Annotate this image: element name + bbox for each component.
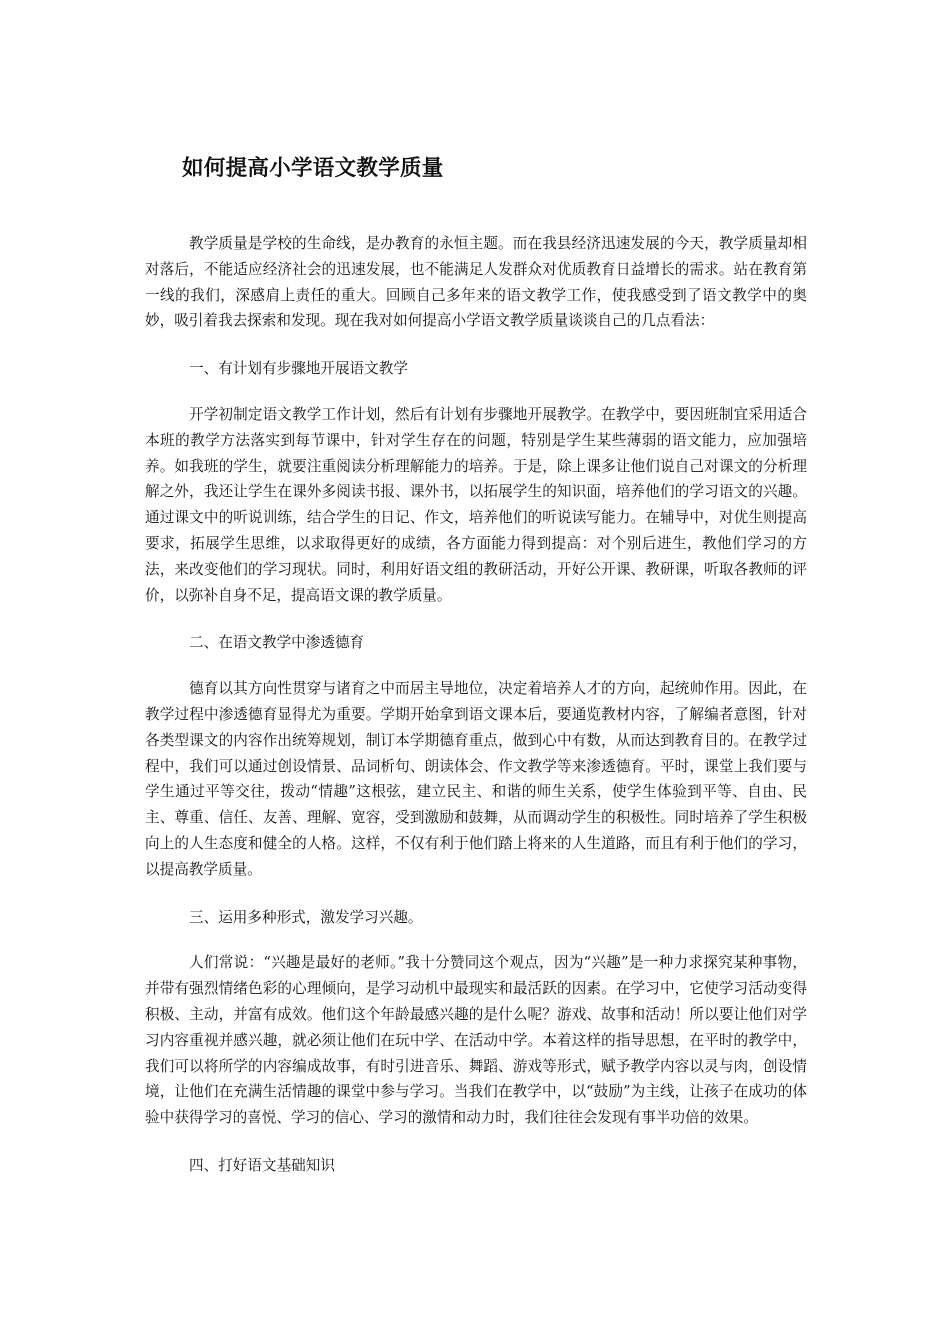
section-3-paragraph: 人们常说：“兴趣是最好的老师。”我十分赞同这个观点，因为“兴趣”是一种力求探究某种事物，并带有强烈情绪色彩的心理倾向，是学习动机中最现实和最活跃的因素。在学习中，它使学习活动变得积极、主动，并富有成效。他们这个年龄最感兴趣的是什么呢？游戏、故事和活动！所以要让他们对学习内容重视并感兴趣，就必须让他们在玩中学、在活动中学。本着这样的指导思想，在平时的教学中，我们可以将所学的内容编成故事，有时引进音乐、舞蹈、游戏等形式，赋予教学内容以灵与肉，创设情境，让他们在充满生活情趣的课堂中参与学习。当我们在教学中，以“鼓励”为主线，让孩子在成功的体验中获得学习的喜悦、学习的信心、学习的激情和动力时，我们往往会发现有事半功倍的效果。 <box>145 954 807 1127</box>
section-2-heading: 二、在语文教学中渗透德育 <box>189 634 365 652</box>
section-1-paragraph: 开学初制定语文教学工作计划，然后有计划有步骤地开展教学。在教学中，要因班制宜采用适合本班的教学方法落实到每节课中，针对学生存在的问题，特别是学生某些薄弱的语文能力，应加强培养。如我班的学生，就要注重阅读分析理解能力的培养。于是，除上课多让他们说自己对课文的分析理解之外，我还让学生在课外多阅读书报、课外书，以拓展学生的知识面，培养他们的学习语文的兴趣。通过课文中的听说训练，结合学生的日记、作文，培养他们的听说读写能力。在辅导中，对优生则提高要求，拓展学生思维，以求取得更好的成绩，各方面能力得到提高：对个别后进生，教他们学习的方法，来改变他们的学习现状。同时，利用好语文组的教研活动，开好公开课、教研课，听取各教师的评价，以弥补自身不足，提高语文课的教学质量。 <box>145 405 807 604</box>
intro-paragraph: 教学质量是学校的生命线，是办教育的永恒主题。而在我县经济迅速发展的今天，教学质量却相对落后，不能适应经济社会的迅速发展，也不能满足人发群众对优质教育日益增长的需求。站在教育第一线的我们，深感肩上责任的重大。回顾自己多年来的语文教学工作，使我感受到了语文教学中的奥妙，吸引着我去探索和发现。现在我对如何提高小学语文教学质量谈谈自己的几点看法： <box>145 235 807 330</box>
section-4-heading: 四、打好语文基础知识 <box>189 1156 335 1174</box>
document-body <box>145 231 807 1199</box>
section-1-heading: 一、有计划有步骤地开展语文教学 <box>189 360 408 378</box>
section-3-heading: 三、运用多种形式，激发学习兴趣。 <box>189 908 423 926</box>
section-2-paragraph: 德育以其方向性贯穿与诸育之中而居主导地位，决定着培养人才的方向，起统帅作用。因此，在教学过程中渗透德育显得尤为重要。学期开始拿到语文课本后，要通览教材内容，了解编者意图，针对各类型课文的内容作出统筹规划，制订本学期德育重点，做到心中有数，从而达到教育目的。在教学过程中，我们可以通过创设情景、品词析句、朗读体会、作文教学等来渗透德育。平时，课堂上我们要与学生通过平等交往，拨动“情趣”这根弦，建立民主、和谐的师生关系，使学生体验到平等、自由、民主、尊重、信任、友善、理解、宽容，受到激励和鼓舞，从而调动学生的积极性。同时培养了学生积极向上的人生态度和健全的人格。这样，不仅有利于他们踏上将来的人生道路，而且有利于他们的学习，以提高教学质量。 <box>145 680 807 878</box>
document-title: 如何提高小学语文教学质量 <box>182 156 444 181</box>
